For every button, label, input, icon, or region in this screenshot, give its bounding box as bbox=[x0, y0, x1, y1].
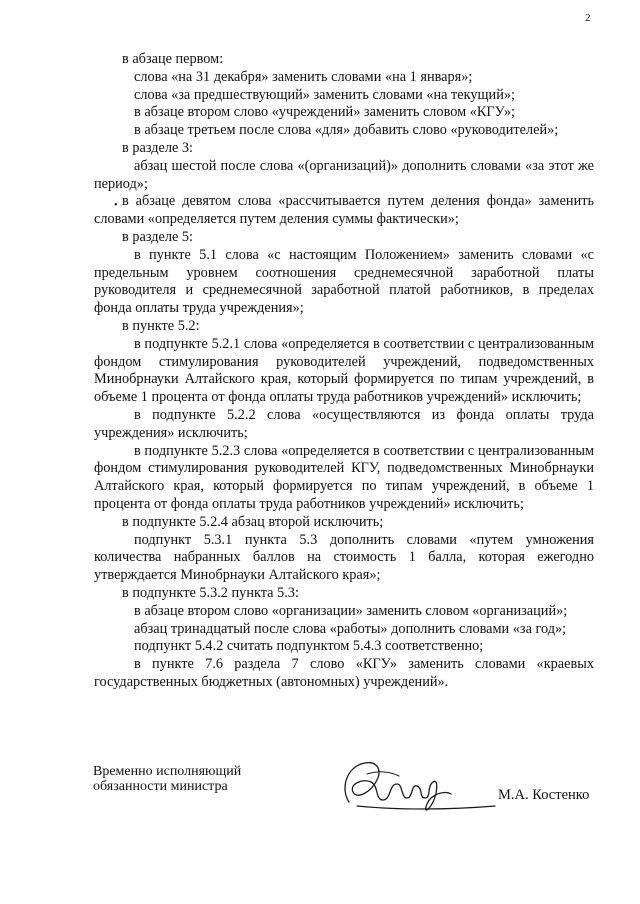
paragraph: слова «за предшествующий» заменить словами «на текущий»; bbox=[134, 86, 515, 103]
signer-title-line: обязанности министра bbox=[93, 779, 228, 794]
paragraph: в разделе 5: bbox=[122, 228, 194, 245]
signer-title-line: Временно исполняющий bbox=[93, 764, 242, 779]
paragraph: абзац шестой после слова «(организаций)» дополнить словами «за этот же период»; bbox=[94, 157, 594, 192]
paragraph: в пункте 5.1 слова «с настоящим Положением» заменить словами «с предельным уровнем соотношения среднемесячной заработной платы руководителя и среднемесячной заработной платой работников, в пределах фонда оплаты труда учреждения»; bbox=[94, 246, 594, 317]
document-body bbox=[94, 51, 594, 692]
paragraph: в подпункте 5.2.4 абзац второй исключить; bbox=[122, 513, 384, 530]
paragraph: в абзаце третьем после слова «для» добавить слово «руководителей»; bbox=[134, 122, 559, 139]
paragraph: подпункт 5.4.2 считать подпунктом 5.4.3 соответственно; bbox=[134, 638, 484, 655]
paragraph: в подпункте 5.2.1 слова «определяется в соответствии с централизованным фондом стимулирования руководителей учреждений, подведомственных Минобрнауки Алтайского края, который формируется по типам учреждений, в объеме 1 процента от фонда оплаты труда работников учреждений» исключить; bbox=[94, 335, 594, 406]
signer-name: М.А. Костенко bbox=[498, 787, 590, 803]
paragraph: в разделе 3: bbox=[122, 139, 194, 156]
paragraph: подпункт 5.3.1 пункта 5.3 дополнить словами «путем умножения количества набранных баллов на стоимость 1 балла, которая ежегодно утверждается Минобрнауки Алтайского края»; bbox=[94, 531, 594, 584]
scan-mark: • bbox=[114, 200, 118, 211]
paragraph: абзац тринадцатый после слова «работы» дополнить словами «за год»; bbox=[134, 620, 567, 637]
paragraph: в подпункте 5.2.2 слова «осуществляются из фонда оплаты труда учреждения» исключить; bbox=[94, 406, 594, 441]
paragraph: в пункте 7.6 раздела 7 слово «КГУ» заменить словами «краевых государственных бюджетных (автономных) учреждений». bbox=[94, 656, 594, 690]
paragraph: в абзаце первом: bbox=[122, 51, 224, 67]
paragraph: в подпункте 5.2.3 слова «определяется в соответствии с централизованным фондом стимулирования руководителей КГУ, подведомственных Минобрнауки Алтайского края, который формируется по типам учреждений, в объеме 1 процента от фонда оплаты труда работников учреждений» исключить; bbox=[94, 442, 594, 512]
handwritten-signature bbox=[327, 754, 497, 820]
paragraph: в абзаце втором слово «организации» заменить словом «организаций»; bbox=[134, 602, 568, 619]
paragraph: слова «на 31 декабря» заменить словами «на 1 января»; bbox=[134, 68, 473, 85]
paragraph: в абзаце втором слово «учреждений» заменить словом «КГУ»; bbox=[134, 104, 516, 121]
paragraph: в абзаце девятом слова «рассчитывается путем деления фонда» заменить словами «определяется путем деления суммы фактически»; bbox=[94, 193, 594, 228]
page-number: 2 bbox=[585, 12, 591, 24]
signer-title bbox=[93, 764, 241, 794]
paragraph: в пункте 5.2: bbox=[122, 317, 200, 334]
paragraph: в подпункте 5.3.2 пункта 5.3: bbox=[122, 584, 299, 601]
